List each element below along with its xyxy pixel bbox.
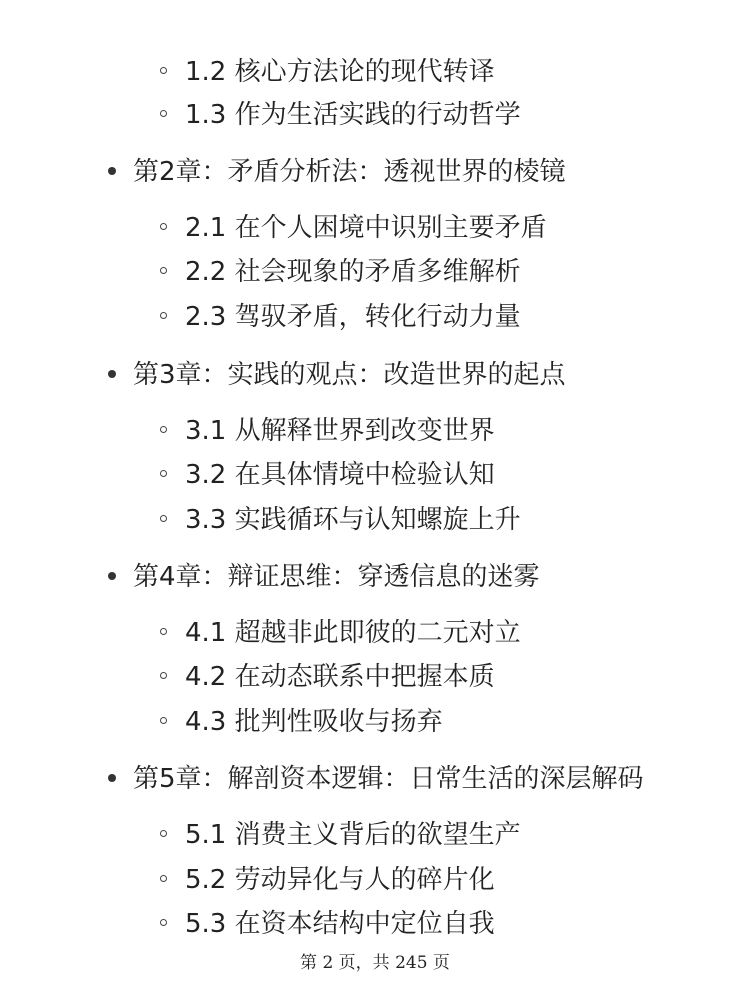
outline-item-text: 2.3 驾驭矛盾，转化行动力量 xyxy=(185,302,521,332)
outline-section-item xyxy=(160,500,521,540)
outline-item-text: 第4章：辩证思维：穿透信息的迷雾 xyxy=(133,562,540,592)
outline-item-text: 第5章：解剖资本逻辑：日常生活的深层解码 xyxy=(133,764,644,794)
outline-item-text: 5.3 在资本结构中定位自我 xyxy=(185,909,495,939)
outline-item-text: 2.1 在个人困境中识别主要矛盾 xyxy=(185,213,547,243)
circle-bullet-icon xyxy=(160,875,167,882)
circle-bullet-icon xyxy=(160,919,167,926)
outline-section-item xyxy=(160,252,521,292)
outline-section-item xyxy=(160,657,495,697)
outline-chapter-item xyxy=(108,152,566,192)
outline-section-item xyxy=(160,208,547,248)
outline-item-text: 第3章：实践的观点：改造世界的起点 xyxy=(133,360,566,390)
outline-item-text: 1.2 核心方法论的现代转译 xyxy=(185,57,495,87)
page-number-footer: 第 2 页，共 245 页 xyxy=(300,953,450,973)
outline-section-item xyxy=(160,411,495,451)
circle-bullet-icon xyxy=(160,312,167,319)
circle-bullet-icon xyxy=(160,426,167,433)
outline-section-item xyxy=(160,613,521,653)
outline-section-item xyxy=(160,815,521,855)
outline-item-text: 5.1 消费主义背后的欲望生产 xyxy=(185,820,521,850)
circle-bullet-icon xyxy=(160,830,167,837)
circle-bullet-icon xyxy=(160,67,167,74)
outline-item-text: 3.3 实践循环与认知螺旋上升 xyxy=(185,505,521,535)
circle-bullet-icon xyxy=(160,223,167,230)
outline-item-text: 1.3 作为生活实践的行动哲学 xyxy=(185,100,521,130)
outline-section-item xyxy=(160,904,495,944)
outline-section-item xyxy=(160,455,495,495)
disc-bullet-icon xyxy=(108,572,116,580)
disc-bullet-icon xyxy=(108,370,116,378)
outline-item-text: 4.2 在动态联系中把握本质 xyxy=(185,662,495,692)
circle-bullet-icon xyxy=(160,672,167,679)
circle-bullet-icon xyxy=(160,515,167,522)
outline-item-text: 4.3 批判性吸收与扬弃 xyxy=(185,707,443,737)
circle-bullet-icon xyxy=(160,717,167,724)
outline-section-item xyxy=(160,95,521,135)
circle-bullet-icon xyxy=(160,470,167,477)
disc-bullet-icon xyxy=(108,774,116,782)
outline-chapter-item xyxy=(108,557,540,597)
outline-section-item xyxy=(160,52,495,92)
outline-section-item xyxy=(160,702,443,742)
outline-item-text: 4.1 超越非此即彼的二元对立 xyxy=(185,618,521,648)
disc-bullet-icon xyxy=(108,167,116,175)
outline-item-text: 5.2 劳动异化与人的碎片化 xyxy=(185,865,495,895)
outline-section-item xyxy=(160,297,521,337)
outline-item-text: 2.2 社会现象的矛盾多维解析 xyxy=(185,257,521,287)
outline-item-text: 第2章：矛盾分析法：透视世界的棱镜 xyxy=(133,157,566,187)
outline-chapter-item xyxy=(108,355,566,395)
outline-chapter-item xyxy=(108,759,644,799)
outline-item-text: 3.2 在具体情境中检验认知 xyxy=(185,460,495,490)
outline-section-item xyxy=(160,860,495,900)
circle-bullet-icon xyxy=(160,267,167,274)
circle-bullet-icon xyxy=(160,628,167,635)
outline-item-text: 3.1 从解释世界到改变世界 xyxy=(185,416,495,446)
circle-bullet-icon xyxy=(160,110,167,117)
